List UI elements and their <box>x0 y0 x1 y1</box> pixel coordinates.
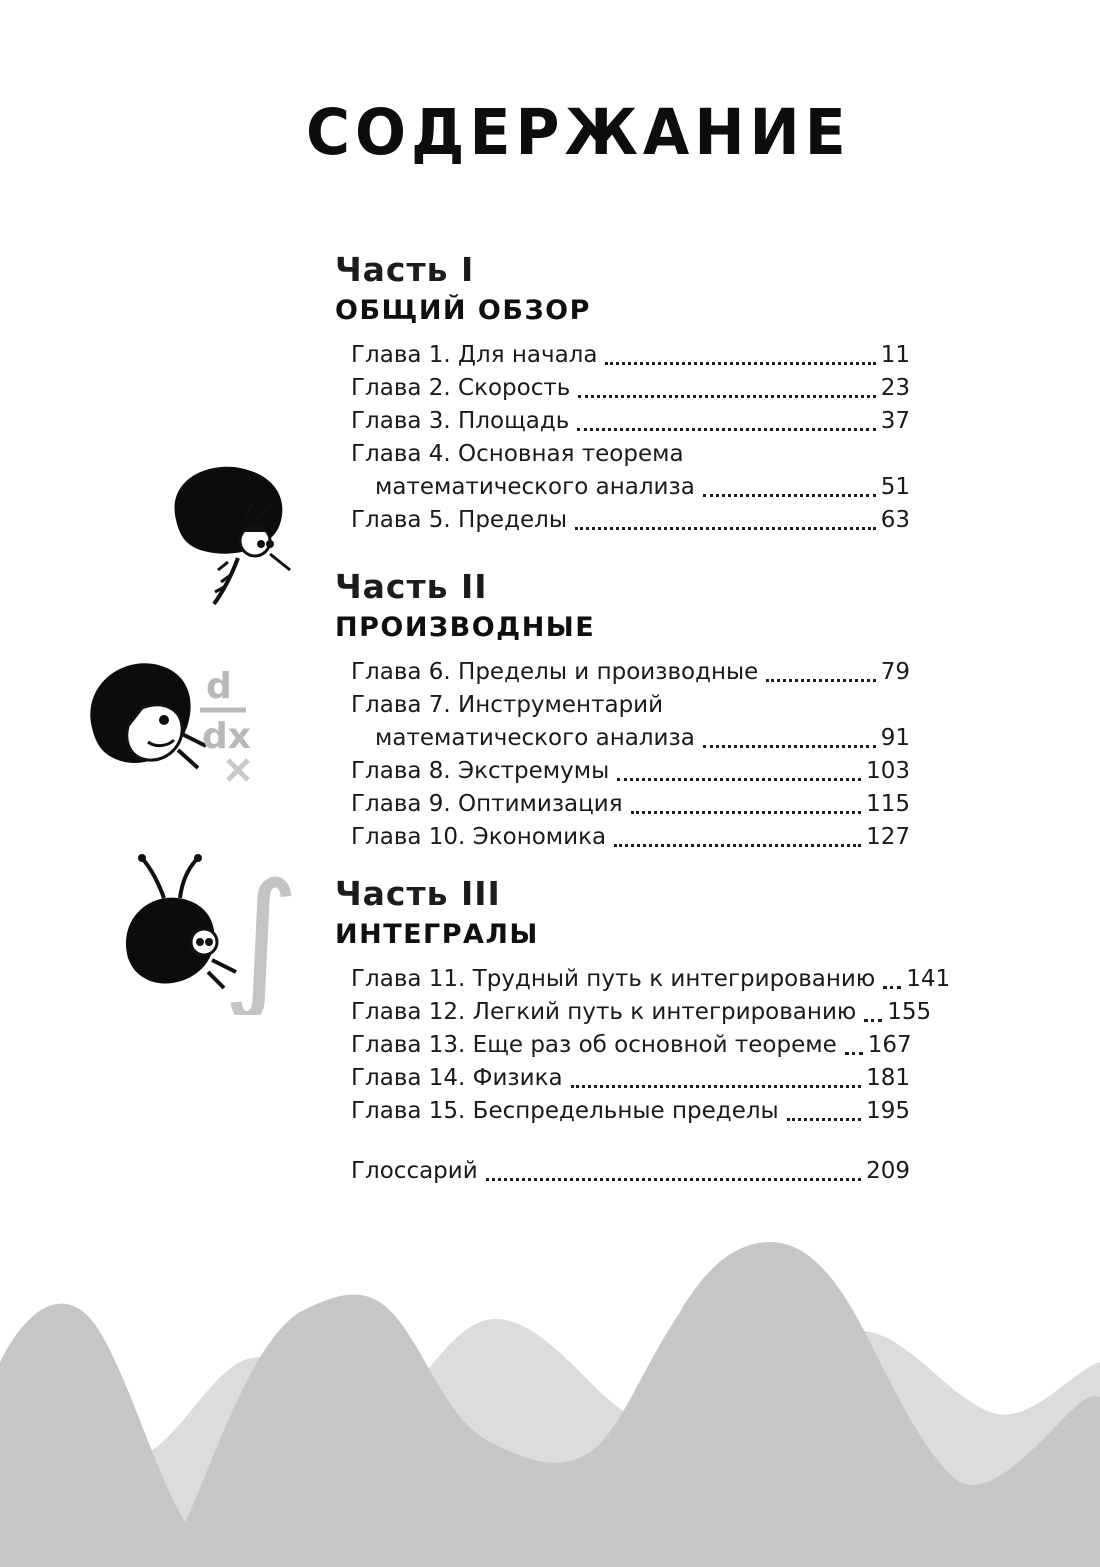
scientist-with-derivative-illustration <box>78 650 273 809</box>
chapter-label: Глава 1. Для начала <box>351 342 598 368</box>
chapter-page-number: 155 <box>887 999 932 1025</box>
toc-entry-two-line <box>335 438 910 504</box>
chapter-label: Глава 13. Еще раз об основной теореме <box>351 1032 837 1058</box>
chapter-page-number: 11 <box>880 342 910 368</box>
chapter-label: Глава 10. Экономика <box>351 824 607 850</box>
dotted-leader <box>787 1118 861 1121</box>
chapter-label: Глава 3. Площадь <box>351 408 570 434</box>
toc-entry <box>335 339 910 372</box>
toc-entry-two-line <box>335 689 910 755</box>
page-title: СОДЕРЖАНИЕ <box>306 96 851 170</box>
scientist-with-derivative-icon <box>78 650 273 805</box>
dotted-leader <box>577 428 875 431</box>
chapter-label-line2: математического анализа <box>375 474 695 500</box>
dotted-leader <box>703 745 876 748</box>
chapter-page-number: 23 <box>880 375 910 401</box>
derivative-numerator: d <box>206 666 232 707</box>
toc-entry-continuation <box>335 722 910 755</box>
dotted-leader <box>617 778 861 781</box>
toc-entry <box>335 405 910 438</box>
chapter-page-number: 103 <box>866 758 910 784</box>
dotted-leader <box>703 494 876 497</box>
toc-entry <box>335 1062 910 1095</box>
dotted-leader <box>883 986 901 989</box>
chapter-page-number: 167 <box>867 1032 912 1058</box>
dotted-leader <box>845 1052 863 1055</box>
toc-entry <box>335 788 910 821</box>
derivative-denominator: dx <box>202 716 251 757</box>
chapter-page-number: 63 <box>880 507 910 533</box>
toc-part-3 <box>335 874 951 1128</box>
chapter-page-number: 91 <box>880 725 910 751</box>
dotted-leader <box>571 1085 862 1088</box>
part-title: ИНТЕГРАЛЫ <box>335 919 539 950</box>
chapter-label: Глава 12. Легкий путь к интегрированию <box>351 999 857 1025</box>
dotted-leader <box>766 679 875 682</box>
chapter-label: Глава 11. Трудный путь к интегрированию <box>351 966 876 992</box>
dotted-leader <box>864 1019 882 1022</box>
chapter-label: Глава 14. Физика <box>351 1065 563 1091</box>
dotted-leader <box>631 811 862 814</box>
chapter-label: Глава 9. Оптимизация <box>351 791 623 817</box>
toc-entry <box>335 1155 910 1188</box>
toc-part-2 <box>335 567 910 854</box>
toc-entry <box>335 1095 910 1128</box>
chapter-page-number: 51 <box>880 474 910 500</box>
dotted-leader <box>614 844 861 847</box>
chapter-label: Глава 2. Скорость <box>351 375 571 401</box>
toc-entry <box>335 1029 910 1062</box>
toc-entry <box>335 755 910 788</box>
glossary-label: Глоссарий <box>351 1158 478 1184</box>
part-label: Часть I <box>335 250 475 289</box>
chapter-page-number: 79 <box>880 659 910 685</box>
toc-entry-continuation <box>335 471 910 504</box>
toc-entry <box>335 372 910 405</box>
chapter-page-number: 141 <box>906 966 951 992</box>
chapter-page-number: 195 <box>866 1098 910 1124</box>
toc-entry <box>335 821 910 854</box>
toc-glossary <box>335 1155 910 1188</box>
toc-entry <box>335 996 932 1029</box>
chapter-label: Глава 8. Экстремумы <box>351 758 610 784</box>
beetle-with-net-illustration <box>158 458 313 622</box>
toc-entry <box>335 963 951 996</box>
integral-glyph: ∫ <box>222 852 301 1015</box>
part-label: Часть III <box>335 874 501 913</box>
part-label: Часть II <box>335 567 488 606</box>
footer-wave-landscape <box>0 1222 1100 1567</box>
chapter-label: Глава 15. Беспредельные пределы <box>351 1098 779 1124</box>
chapter-page-number: 181 <box>866 1065 910 1091</box>
beetle-with-integral-icon <box>112 850 307 1015</box>
dotted-leader <box>578 395 875 398</box>
chapter-label: Глава 5. Пределы <box>351 507 567 533</box>
chapter-label: Глава 4. Основная теорема <box>351 441 684 467</box>
glossary-page-number: 209 <box>866 1158 910 1184</box>
part-title: ПРОИЗВОДНЫЕ <box>335 612 596 643</box>
toc-entry <box>335 656 910 689</box>
chapter-label: Глава 6. Пределы и производные <box>351 659 759 685</box>
toc-entry <box>335 504 910 537</box>
chapter-label-line2: математического анализа <box>375 725 695 751</box>
dotted-leader <box>486 1178 861 1181</box>
beetle-with-integral-illustration <box>112 850 307 1019</box>
chapter-page-number: 37 <box>880 408 910 434</box>
toc-part-1 <box>335 250 910 537</box>
part-title: ОБЩИЙ ОБЗОР <box>335 295 591 326</box>
chapter-page-number: 115 <box>866 791 910 817</box>
beetle-with-net-icon <box>158 458 313 618</box>
dotted-leader <box>575 527 876 530</box>
chapter-label: Глава 7. Инструментарий <box>351 692 664 718</box>
dotted-leader <box>605 362 875 365</box>
chapter-page-number: 127 <box>866 824 910 850</box>
